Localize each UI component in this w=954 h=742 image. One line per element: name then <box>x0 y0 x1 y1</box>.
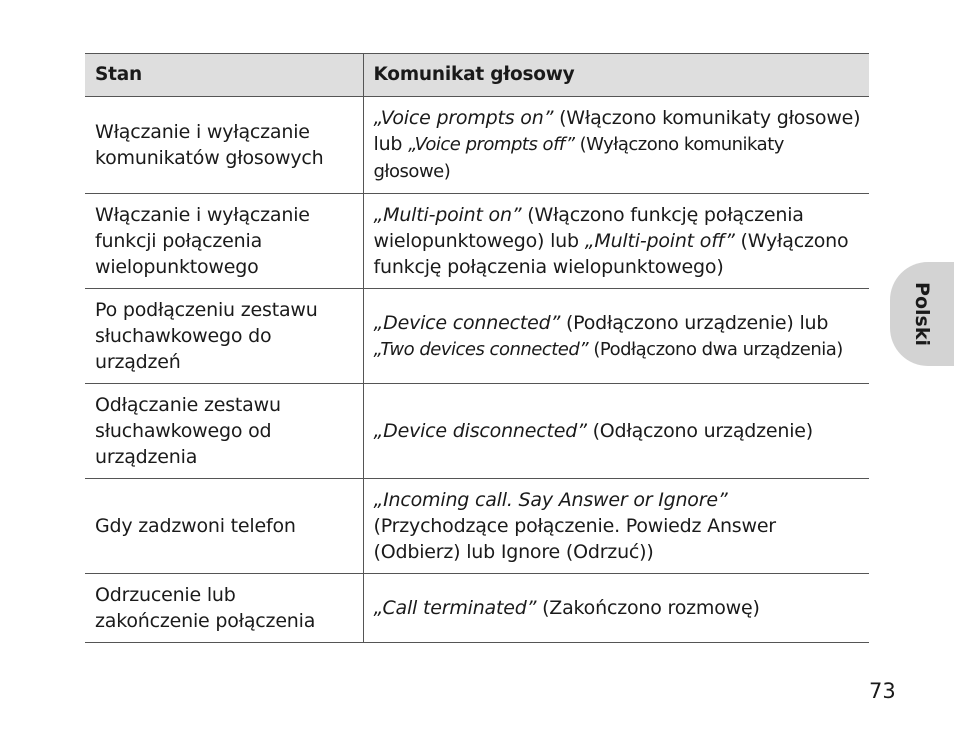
prompt-translation: (Wyłączono funkcję połączenia wielopunktowego) <box>373 230 849 278</box>
prompt-translation: (Włączono komunikaty głosowe) lub <box>373 107 861 155</box>
state-cell: Gdy zadzwoni telefon <box>85 479 363 574</box>
state-cell: Odrzucenie lub zakończenie połączenia <box>85 574 363 643</box>
message-cell <box>363 384 869 479</box>
prompt-translation: (Przychodzące połączenie. Powiedz Answer (Odbierz) lub Ignore (Odrzuć)) <box>373 515 776 563</box>
header-state: Stan <box>85 54 363 97</box>
prompt-text: „Call terminated” <box>373 597 537 619</box>
state-cell: Odłączanie zestawu słuchawkowego od urządzenia <box>85 384 363 479</box>
message-cell <box>363 479 869 574</box>
table-row <box>85 97 869 194</box>
message-cell <box>363 574 869 643</box>
table-row <box>85 574 869 643</box>
table-row <box>85 479 869 574</box>
state-cell: Włączanie i wyłączanie komunikatów głosowych <box>85 97 363 194</box>
prompt-translation: (Odłączono urządzenie) <box>586 420 814 442</box>
prompt-text: „Multi-point off” <box>584 230 735 252</box>
table-header-row <box>85 54 869 97</box>
table-row <box>85 289 869 384</box>
table-row <box>85 194 869 289</box>
prompt-translation: (Wyłączono komunikaty głosowe) <box>373 134 784 182</box>
prompt-text: „Two devices connected” <box>373 338 589 360</box>
state-cell: Włączanie i wyłączanie funkcji połączenia wielopunktowego <box>85 194 363 289</box>
prompt-text: „Voice prompts on” <box>373 107 554 129</box>
prompt-translation: (Zakończono rozmowę) <box>536 597 760 619</box>
prompt-translation: (Włączono funkcję połączenia wielopunktowego) lub <box>373 204 804 252</box>
prompt-translation: (Podłączono dwa urządzenia) <box>588 338 843 360</box>
message-cell <box>363 97 869 194</box>
prompt-translation: (Podłączono urządzenie) lub <box>560 311 829 334</box>
prompt-text: „Multi-point on” <box>373 204 522 226</box>
table-row <box>85 384 869 479</box>
prompt-text: „Device connected” <box>373 311 561 334</box>
message-cell <box>363 194 869 289</box>
state-cell: Po podłączeniu zestawu słuchawkowego do urządzeń <box>85 289 363 384</box>
prompt-text: „Incoming call. Say Answer or Ignore” <box>373 489 728 511</box>
voice-prompts-table <box>85 53 869 643</box>
prompt-text: „Device disconnected” <box>373 420 587 442</box>
page-number: 73 <box>869 679 896 703</box>
prompt-text: „Voice prompts off” <box>408 134 575 155</box>
message-cell <box>363 289 869 384</box>
header-voice-message: Komunikat głosowy <box>363 54 869 97</box>
language-tab-label: Polski <box>911 282 933 346</box>
